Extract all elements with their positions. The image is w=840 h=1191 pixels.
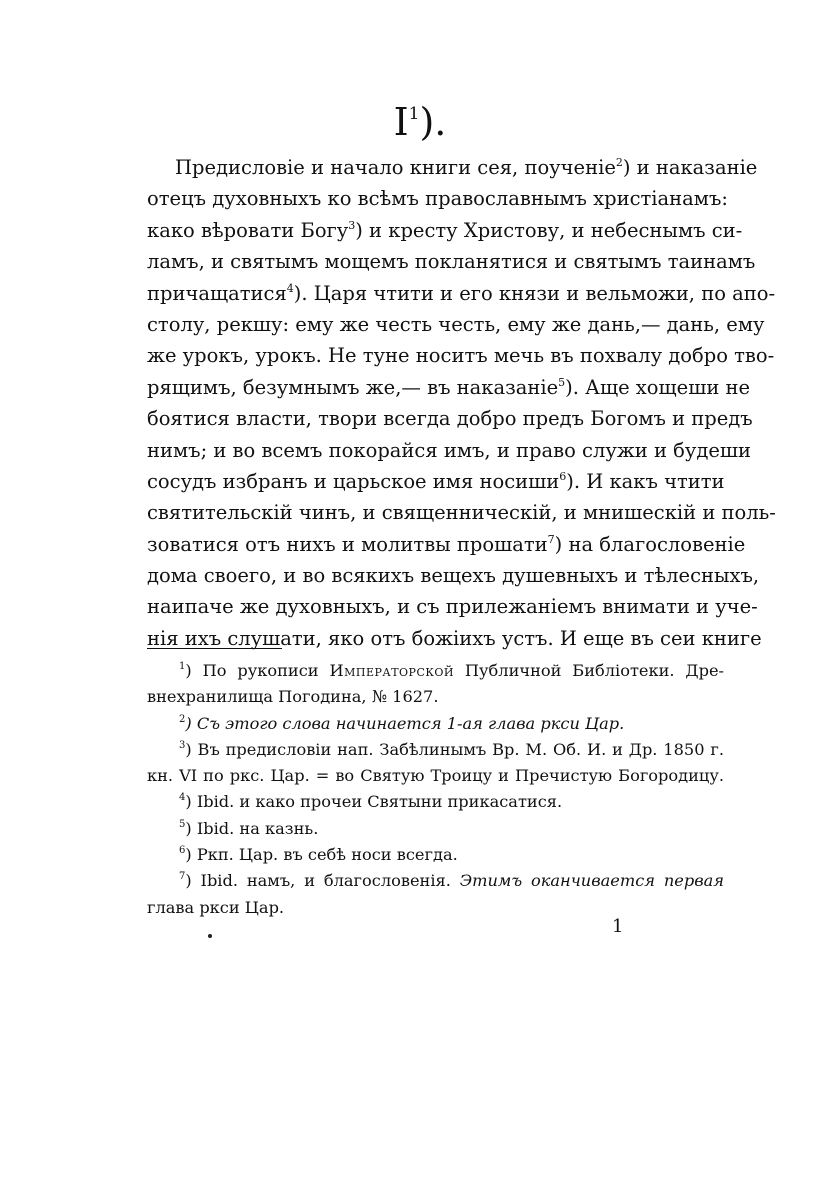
text-line: столу, рекшу: ему же честь честь, ему же дань,— дань, ему [147,312,765,336]
text-line: како вѣровати Богу$^3$) и кресту Христову, и небеснымъ си- [147,218,743,242]
text-line: святительскій чинъ, и священническій, и мнишескій и поль- [147,501,776,525]
text-line: сосудъ избранъ и царьское имя носиши$^6$). И какъ чтити [147,469,725,493]
text-line: боятися власти, твори всегда добро предъ Богомъ и предъ [147,407,753,431]
footnote-mark: 4 [179,792,186,804]
text-line: наипаче же духовныхъ, и съ прилежаніемъ внимати и уче- [147,595,758,619]
footnotes [147,658,724,921]
text-line: зоватися отъ нихъ и молитвы прошати$^7$) на благословеніе [147,532,746,556]
text-line: нимъ; и во всемъ покорайся имъ, и право служи и будеши [147,438,752,462]
footnote-1: $^1$) По рукописи Императорской Публичной Библіотеки. Дре- [179,661,725,680]
footnote-3-cont: кн. VI по ркс. Цар. = во Святую Троицу и Пречистую Богородицу. [147,766,724,786]
text-line: Предисловіе и начало книги сея, поученіе$^2$) и наказаніе [175,156,758,179]
text-line: нія ихъ слушати, яко отъ божіихъ устъ. И еще въ сеи книге [147,626,762,650]
footnote-separator [147,648,282,649]
print-mark [208,934,212,938]
footnote-ref: 6 [559,469,567,483]
footnote-mark: 7 [179,871,186,883]
footnote-2: $^2$) Съ этого слова начинается 1-ая глава ркси Цар. [179,713,625,733]
footnote-mark: 2 [179,713,186,725]
chapter-suffix: ). [419,100,447,144]
footnote-7-cont: глава ркси Цар. [147,897,285,917]
footnote-7: $^7$) Ibid. намъ, и благословенія. Этимъ оканчивается первая [179,871,724,891]
footnote-5: $^5$) Ibid. на казнь. [179,818,319,838]
text-line: причащатися$^4$). Царя чтити и его князи и вельможи, по апо- [147,281,776,305]
text-line: отецъ духовныхъ ко всѣмъ православнымъ христіанамъ: [147,187,728,211]
footnote-ref: 4 [286,281,294,295]
text-line: же урокъ, урокъ. Не туне носитъ мечь въ похвалу добро тво- [147,344,775,368]
footnote-4: $^4$) Ibid. и како прочеи Святыни прикасатися. [179,792,563,812]
footnote-1-cont: внехранилища Погодина, № 1627. [147,687,439,707]
footnote-mark: 6 [179,845,186,857]
footnote-ref: 5 [558,375,566,389]
footnote-mark: 3 [179,739,186,751]
page-number: 1 [612,916,624,937]
footnote-3: $^3$) Въ предисловіи нап. Забѣлинымъ Вр. М. Об. И. и Др. 1850 г. [179,739,724,759]
main-text [147,152,776,654]
footnote-mark: 5 [179,818,186,830]
text-line: дома своего, и во всякихъ вещехъ душевныхъ и тѣлесныхъ, [147,564,760,588]
text-line: рящимъ, безумнымъ же,— въ наказаніе$^5$). Аще хощеши не [147,375,751,399]
footnote-ref: 3 [348,218,356,232]
footnote-ref: 7 [547,532,555,546]
footnote-mark: 1 [179,661,186,672]
chapter-heading [0,92,840,144]
chapter-footnote-mark: 1 [408,104,420,124]
footnote-6: $^6$) Ркп. Цар. въ себѣ носи всегда. [179,845,458,865]
footnote-ref: 2 [615,156,623,169]
text-line: ламъ, и святымъ мощемъ покланятися и святымъ таинамъ [147,250,756,274]
chapter-numeral: I [393,100,409,144]
